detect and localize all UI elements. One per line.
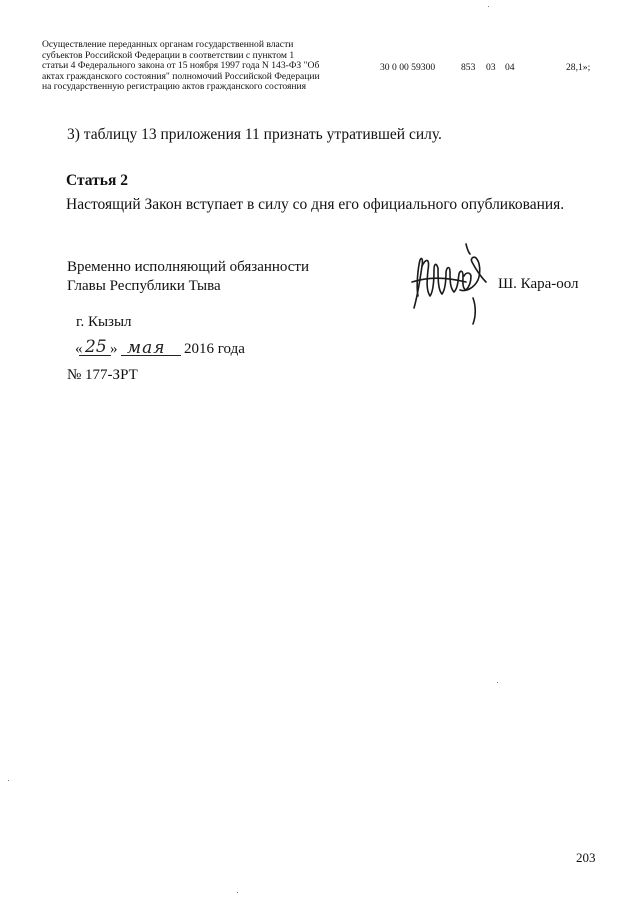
scan-speck: [8, 780, 9, 781]
row-description: [42, 40, 354, 93]
row-description-line: на государственную регистрацию актов гражданского состояния: [42, 81, 307, 93]
row-description-line: статьи 4 Федерального закона от 15 ноября 1997 года N 143-ФЗ "Об: [42, 60, 320, 72]
date-quote-open: «: [75, 341, 83, 357]
scan-speck: [237, 892, 238, 893]
date-quote-close: »: [110, 341, 118, 357]
date-day: 25: [85, 337, 107, 357]
date-month: мая: [127, 338, 166, 358]
signatory-name: Ш. Кара-оол: [498, 276, 579, 292]
article-text: Настоящий Закон вступает в силу со дня его официального опубликования.: [66, 196, 565, 213]
row-description-line: субъектов Российской Федерации в соответствии с пунктом 1: [42, 49, 295, 61]
item-3-text: 3) таблицу 13 приложения 11 признать утратившей силу.: [67, 126, 442, 143]
signatory-role-line: Главы Республики Тыва: [67, 278, 221, 294]
page-number: 203: [576, 850, 596, 865]
row-description-line: актах гражданского состояния" полномочий Российской Федерации: [42, 70, 320, 82]
signing-date: [67, 337, 307, 362]
handwritten-signature: [400, 236, 492, 332]
day-underline: [79, 355, 111, 356]
law-number: № 177-ЗРТ: [67, 367, 138, 383]
expense-type-code: 853: [461, 62, 476, 73]
row-description-line: Осуществление переданных органам государственной власти: [42, 39, 294, 50]
target-article-code: 30 0 00 59300: [380, 62, 436, 73]
article-title: Статья 2: [66, 172, 128, 189]
date-year: 2016 года: [184, 341, 245, 357]
place-of-signing: г. Кызыл: [76, 314, 132, 330]
scan-speck: [488, 6, 489, 7]
subsection-code: 04: [505, 62, 515, 73]
budget-table-row: [42, 40, 602, 102]
scan-speck: [497, 682, 498, 683]
amount: 28,1»;: [566, 62, 591, 73]
signatory-role: [67, 258, 309, 296]
section-code: 03: [486, 62, 496, 73]
signatory-role-line: Временно исполняющий обязанности: [67, 259, 310, 275]
month-underline: [121, 355, 181, 356]
